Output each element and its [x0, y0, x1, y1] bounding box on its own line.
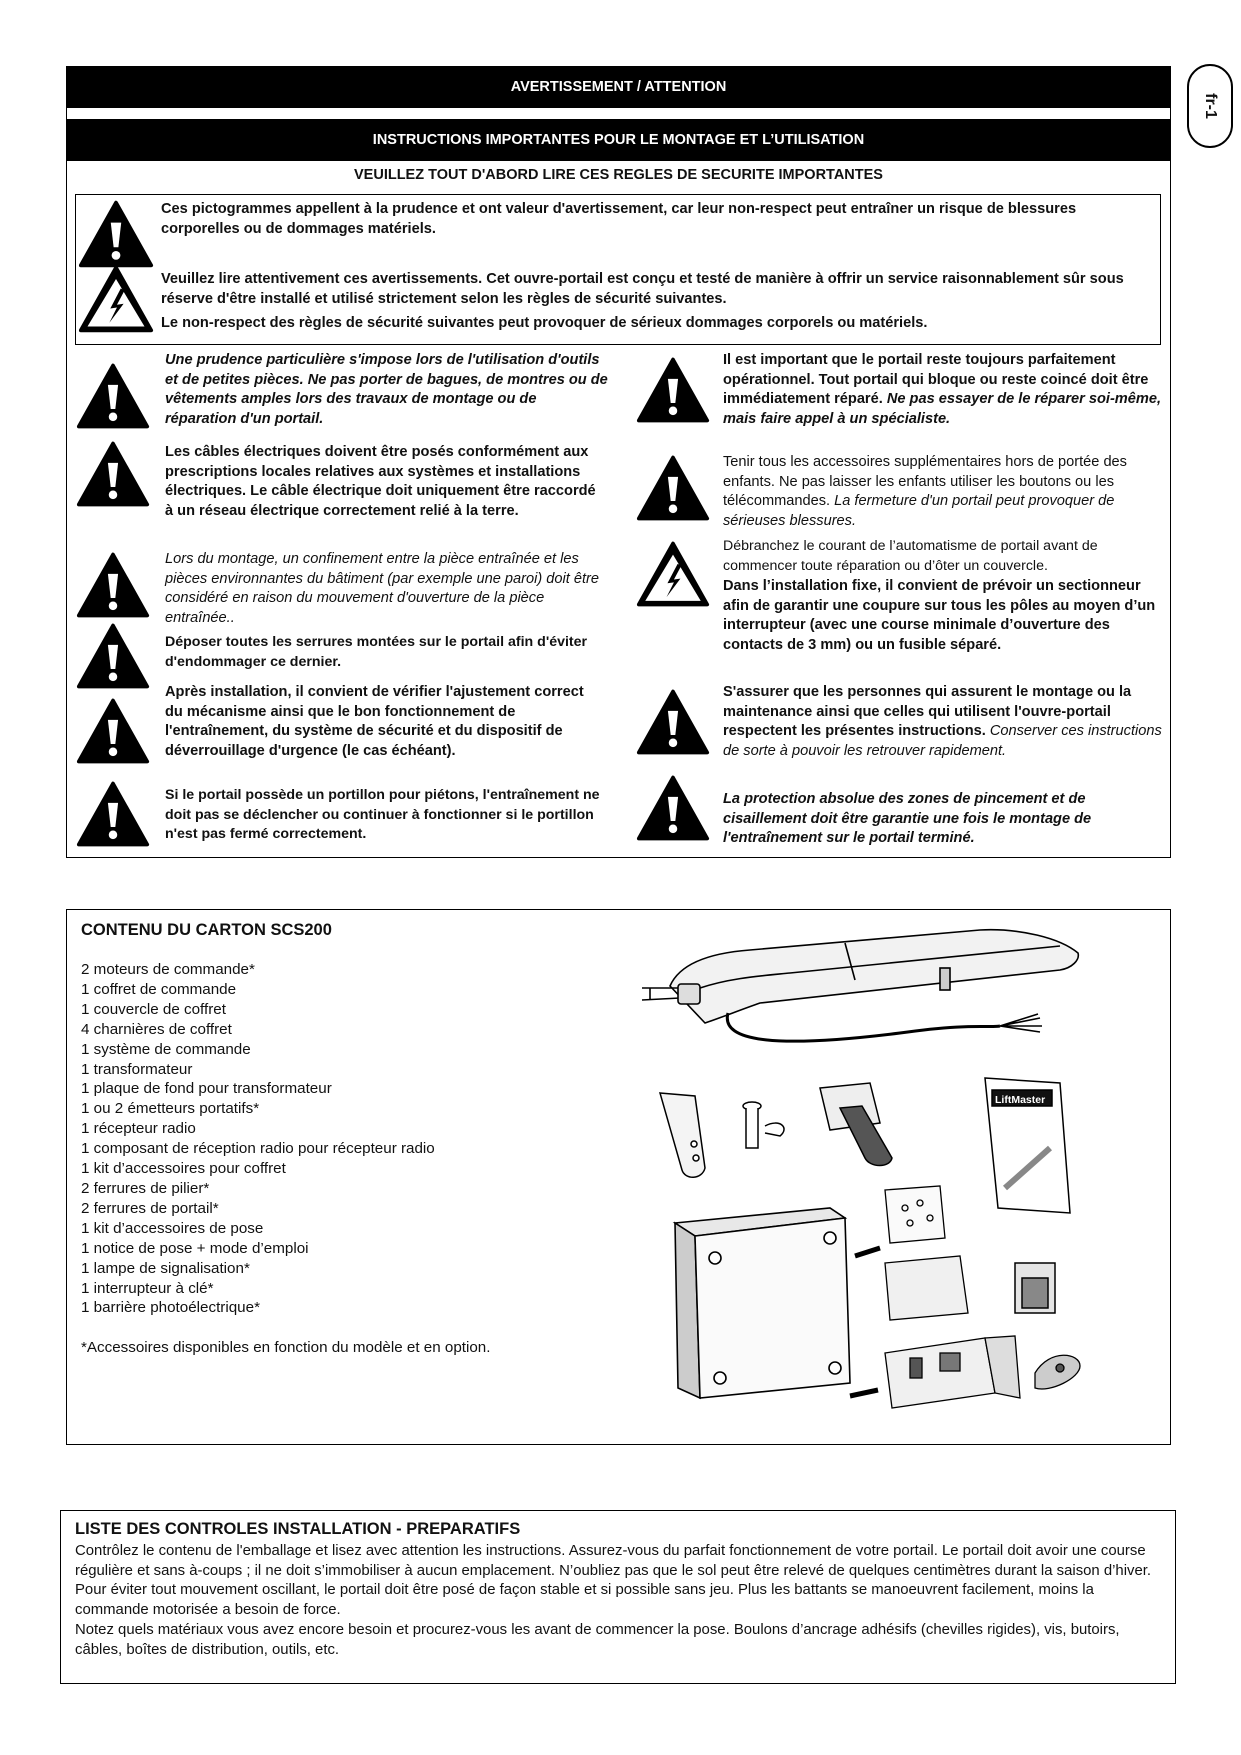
contents-list-item: 1 coffret de commande	[81, 980, 237, 998]
warning-icon	[76, 440, 150, 508]
warning-icon	[636, 454, 710, 522]
control-box-illustration	[675, 1208, 880, 1398]
warning-gate-operational-italic: Ne pas essayer de le réparer soi-même, mais faire appel à un spécialiste.	[723, 391, 1162, 427]
warning-adjustment: Après installation, il convient de vérifier l'ajustement correct du mécanisme ainsi que le bon fonctionnement de l'entraînement, du système de sécurité et du dispositif de déverrouillage d'urgence (le cas échéant).	[165, 684, 584, 759]
contents-list-item: 1 kit d’accessoires de pose	[81, 1219, 264, 1237]
warning-title: AVERTISSEMENT / ATTENTION	[66, 66, 1171, 108]
contents-list	[81, 960, 601, 1318]
warning-icon	[76, 622, 150, 690]
manual-brand: LiftMaster	[995, 1094, 1046, 1106]
pillar-bracket-illustration	[660, 1093, 705, 1177]
contents-list-item: 1 lampe de signalisation*	[81, 1259, 250, 1277]
checklist-paragraph-1: Contrôlez le contenu de l'emballage et lisez avec attention les instructions. Assurez-vous du parfait fonctionnement de votre portail. Le portail doit avoir une course régulière et sans à-coups ; il ne doit s’immobiliser à aucun emplacement. N’oubliez pas que le sol peut être relevé de quelques centimètres durant la saison d’hiver. Pour éviter tout mouvement oscillant, le portail doit être posé de façon stable et si possible sans jeu. Plus les battants se manoeuvrent facilement, moins la commande motorisée a besoin de force.	[75, 1543, 1152, 1619]
pin-illustration	[743, 1102, 784, 1148]
warning-subtitle: INSTRUCTIONS IMPORTANTES POUR LE MONTAGE ET L’UTILISATION	[66, 119, 1171, 161]
manual-illustration	[985, 1078, 1070, 1213]
warning-cables: Les câbles électriques doivent être posés conformément aux prescriptions locales relatives aux systèmes et installations électriques. Le câble électrique doit uniquement être raccordé à un réseau électrique correctement relié à la terre.	[165, 444, 596, 519]
contents-title: CONTENU DU CARTON SCS200	[81, 921, 332, 939]
intro-text-2: Veuillez lire attentivement ces avertissements. Cet ouvre-portail est conçu et testé de manière à offrir un service raisonnablement sûr sous réserve d'être installé et utilisé strictement selon les règles de sécurité suivantes.	[161, 271, 1124, 307]
product-illustrations	[640, 918, 1165, 1438]
contents-list-item: 1 récepteur radio	[81, 1120, 196, 1138]
warning-gate-operational-bold: Il est important que le portail reste toujours parfaitement opérationnel. Tout portail qui bloque ou reste coincé doit être immédiatement réparé.	[723, 352, 1149, 408]
warning-wicket-door: Si le portail possède un portillon pour piétons, l'entraînement ne doit pas se déclencher ou continuer à fonctionner si le portillon n'est pas fermé correctement.	[165, 787, 600, 843]
warning-isolator: Dans l’installation fixe, il convient de prévoir un sectionneur afin de garantir une coupure sur tous les pôles au moyen d’un interrupteur (avec une course minimale d’ouverture des contacts de 3 mm) ou un fusible séparé.	[723, 578, 1156, 653]
electric-warning-icon	[78, 264, 154, 334]
circuit-board-illustration	[885, 1256, 1020, 1408]
contents-list-item: 2 ferrures de pilier*	[81, 1179, 210, 1197]
warning-tools: Une prudence particulière s'impose lors de l'utilisation d'outils et de petites pièces. Ne pas porter de bagues, de montres ou de vêtements amples lors des travaux de montage ou de réparation d'un portail.	[165, 352, 608, 427]
remote-control-illustration	[1035, 1355, 1080, 1389]
transformer-illustration	[1015, 1263, 1055, 1313]
warning-instructions-bold: S'assurer que les personnes qui assurent le montage ou la maintenance ainsi que celles qui utilisent l'ouvre-portail respectent les présentes instructions.	[723, 684, 1132, 740]
checklist-paragraph-2: Notez quels matériaux vous avez encore besoin et procurez-vous les avant de commencer la pose. Boulons d’ancrage adhésifs (chevilles rigides), vis, butoirs, câbles, boîtes de distribution, outils, etc.	[75, 1622, 1120, 1658]
warning-icon	[76, 780, 150, 848]
warning-confinement: Lors du montage, un confinement entre la pièce entraînée et les pièces environnantes du bâtiment (par exemple une paroi) doit être considéré en raison du mouvement d'ouverture de la pièce entraînée..	[165, 551, 600, 626]
checklist-title: LISTE DES CONTROLES INSTALLATION - PREPARATIFS	[75, 1520, 521, 1538]
contents-list-item: 2 moteurs de commande*	[81, 961, 255, 978]
contents-list-item: 1 composant de réception radio pour récepteur radio	[81, 1140, 435, 1158]
contents-list-item: 1 barrière photoélectrique*	[81, 1299, 260, 1317]
intro-text-1: Ces pictogrammes appellent à la prudence et ont valeur d'avertissement, car leur non-respect peut entraîner un risque de blessures corporelles ou de dommages matériels.	[161, 201, 1077, 237]
warning-locks: Déposer toutes les serrures montées sur le portail afin d'éviter d'endommager ce dernier.	[165, 634, 588, 670]
warning-children	[723, 453, 1163, 531]
electric-warning-icon	[636, 540, 710, 608]
contents-list-item: 4 charnières de coffret	[81, 1020, 232, 1038]
warning-icon	[636, 688, 710, 756]
warning-children-normal: Tenir tous les accessoires supplémentaires hors de portée des enfants. Ne pas laisser les enfants utiliser les boutons ou les télécommandes.	[723, 454, 1127, 510]
contents-footnote: *Accessoires disponibles en fonction du modèle et en option.	[81, 1339, 491, 1356]
contents-list-item: 1 couvercle de coffret	[81, 1000, 226, 1018]
accessory-bag-illustration	[885, 1186, 945, 1243]
contents-list-item: 1 transformateur	[81, 1060, 193, 1078]
warning-children-italic: La fermeture d'un portail peut provoquer de sérieuses blessures.	[723, 493, 1115, 529]
warning-pinch-zones: La protection absolue des zones de pincement et de cisaillement doit être garantie une fois le montage de l'entraînement sur le portail terminé.	[723, 791, 1092, 847]
contents-list-item: 1 ou 2 émetteurs portatifs*	[81, 1100, 260, 1118]
intro-text-3: Le non-respect des règles de sécurité suivantes peut provoquer de sérieux dommages corporels ou matériels.	[161, 315, 928, 331]
contents-list-item: 1 kit d’accessoires pour coffret	[81, 1160, 286, 1178]
warning-icon	[76, 362, 150, 430]
warning-instructions	[723, 683, 1163, 761]
warning-gate-operational	[723, 351, 1163, 429]
warning-icon	[636, 774, 710, 842]
warning-instructions-italic: Conserver ces instructions de sorte à pouvoir les retrouver rapidement.	[723, 723, 1162, 759]
warning-icon	[636, 356, 710, 424]
gate-bracket-illustration	[820, 1083, 892, 1166]
read-first-heading: VEUILLEZ TOUT D'ABORD LIRE CES REGLES DE SECURITE IMPORTANTES	[354, 167, 883, 183]
warning-icon	[76, 697, 150, 765]
warning-icon	[76, 551, 150, 619]
warning-icon	[78, 199, 154, 269]
contents-list-item: 1 interrupteur à clé*	[81, 1279, 214, 1297]
motor-illustration	[642, 930, 1078, 1041]
contents-list-item: 2 ferrures de portail*	[81, 1199, 219, 1217]
page-tab: fr-1	[1187, 64, 1233, 148]
contents-list-item: 1 notice de pose + mode d’emploi	[81, 1239, 309, 1257]
contents-list-item: 1 système de commande	[81, 1040, 251, 1058]
contents-list-item: 1 plaque de fond pour transformateur	[81, 1080, 332, 1098]
warning-disconnect: Débranchez le courant de l’automatisme de portail avant de commencer toute réparation ou d’ôter un couvercle.	[723, 538, 1098, 574]
